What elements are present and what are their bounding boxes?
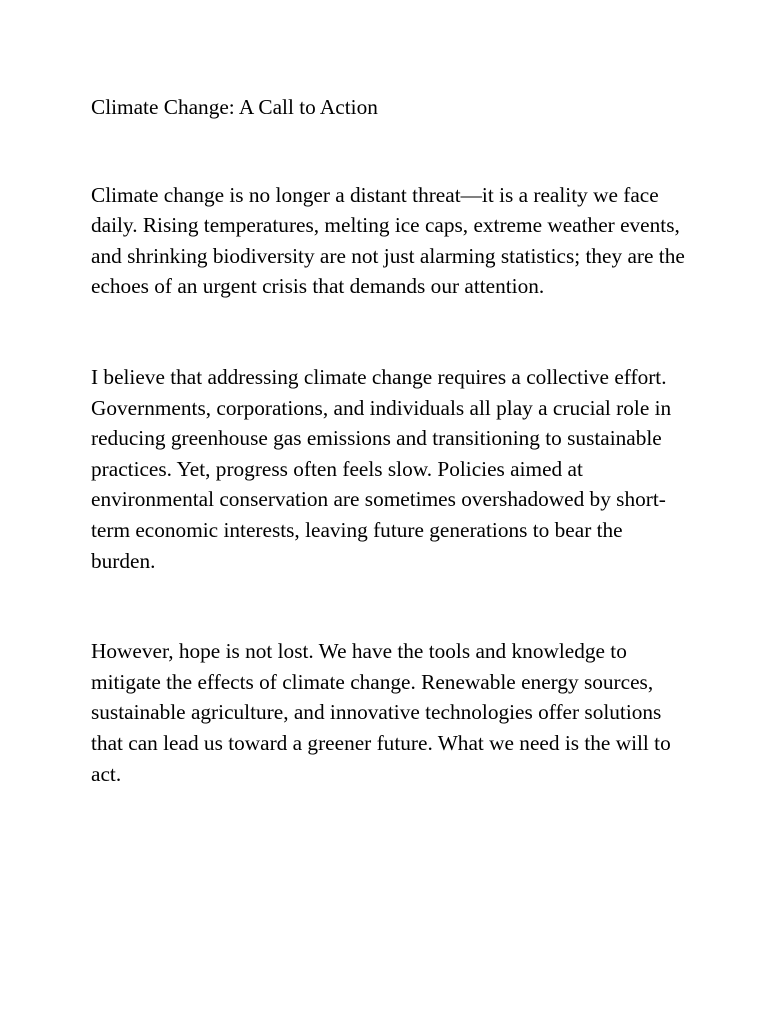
spacer bbox=[91, 302, 691, 362]
spacer bbox=[91, 576, 691, 636]
paragraph-2: I believe that addressing climate change requires a collective effort. Governments, corporations, and individuals all play a crucial role in reducing greenhouse gas emissions and transitioning to sustainable practices. Yet, progress often feels slow. Policies aimed at environmental conservation are sometimes overshadowed by short-term economic interests, leaving future generations to bear the burden. bbox=[91, 364, 672, 573]
paragraph-1: Climate change is no longer a distant threat—it is a reality we face daily. Rising temperatures, melting ice caps, extreme weather events, and shrinking biodiversity are not just alarming statistics; they are the echoes of an urgent crisis that demands our attention. bbox=[91, 182, 685, 299]
spacer bbox=[91, 123, 691, 180]
document-body bbox=[91, 92, 691, 789]
document-title: Climate Change: A Call to Action bbox=[91, 95, 378, 119]
paragraph-3: However, hope is not lost. We have the tools and knowledge to mitigate the effects of climate change. Renewable energy sources, sustainable agriculture, and innovative technologies offer solutions that can lead us toward a greener future. What we need is the will to act. bbox=[91, 639, 671, 786]
